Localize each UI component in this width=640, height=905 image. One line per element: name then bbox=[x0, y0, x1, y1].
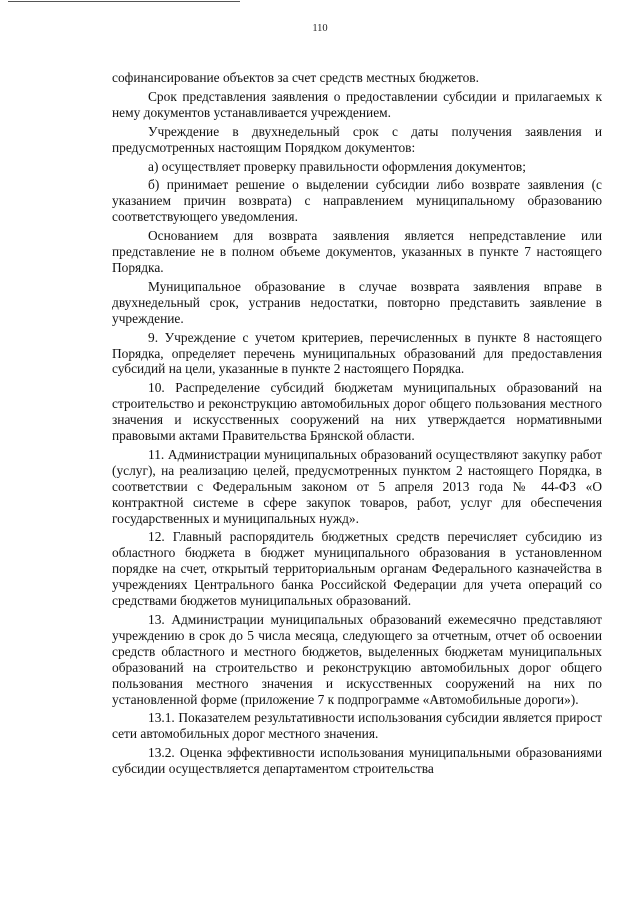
page-number: 110 bbox=[312, 23, 328, 34]
paragraph-6: Муниципальное образование в случае возврата заявления вправе в двухнедельный срок, устранив недостатки, повторно представить заявление в учреждение. bbox=[112, 278, 602, 326]
paragraph-9: 11. Администрации муниципальных образований осуществляют закупку работ (услуг), на реализацию целей, предусмотренных пунктом 2 настоящего Порядка, в соответствии с Федеральным законом от 5 апреля 2013 года № 44-ФЗ «О контрактной системе в сфере закупок товаров, работ, услуг для обеспечения государственных и муниципальных нужд». bbox=[112, 446, 602, 526]
paragraph-8: 10. Распределение субсидий бюджетам муниципальных образований на строительство и реконструкцию автомобильных дорог общего пользования местного значения и искусственных сооружений на них утверждается нормативными правовыми актами Правительства Брянской области. bbox=[112, 380, 602, 444]
paragraph-0: софинансирование объектов за счет средств местных бюджетов. bbox=[112, 70, 479, 85]
paragraph-5: Основанием для возврата заявления является непредставление или представление не в полном объеме документов, указанных в пункте 7 настоящего Порядка. bbox=[112, 228, 602, 275]
paragraph-11: 13. Администрации муниципальных образований ежемесячно представляют учреждению в срок до 5 числа месяца, следующего за отчетным, отчет об освоении средств областного и местного бюджетов, выделенных бюджетам муниципальных образований на строительство и реконструкцию автомобильных дорог общего пользования местного значения и искусственных сооружений на них по установленной форме (приложение 7 к подпрограмме «Автомобильные дороги»). bbox=[112, 612, 602, 707]
document-body bbox=[112, 70, 602, 780]
paragraph-3: а) осуществляет проверку правильности оформления документов; bbox=[148, 158, 526, 174]
paragraph-2: Учреждение в двухнедельный срок с даты получения заявления и предусмотренных настоящим Порядком документов: bbox=[112, 123, 602, 155]
paragraph-1: Срок представления заявления о предоставлении субсидии и прилагаемых к нему документов устанавливается учреждением. bbox=[112, 88, 602, 120]
top-rule bbox=[8, 1, 240, 2]
paragraph-4: б) принимает решение о выделении субсидии либо возврате заявления (с указанием причин возврата) с направлением муниципальному образованию соответствующего уведомления. bbox=[112, 177, 602, 225]
paragraph-7: 9. Учреждение с учетом критериев, перечисленных в пункте 8 настоящего Порядка, определяет перечень муниципальных образований для предоставления субсидий на цели, указанные в пункте 2 настоящего Порядка. bbox=[112, 329, 602, 377]
paragraph-12: 13.1. Показателем результативности использования субсидии является прирост сети автомобильных дорог местного значения. bbox=[112, 710, 602, 742]
paragraph-13: 13.2. Оценка эффективности использования муниципальными образованиями субсидии осуществляется департаментом строительства bbox=[112, 745, 602, 777]
paragraph-10: 12. Главный распорядитель бюджетных средств перечисляет субсидию из областного бюджета в бюджет муниципального образования в установленном порядке на счет, открытый территориальным органам Федерального казначейства в учреждениях Центрального банка Российской Федерации для учета операций со средствами бюджетов муниципальных образований. bbox=[112, 529, 602, 609]
